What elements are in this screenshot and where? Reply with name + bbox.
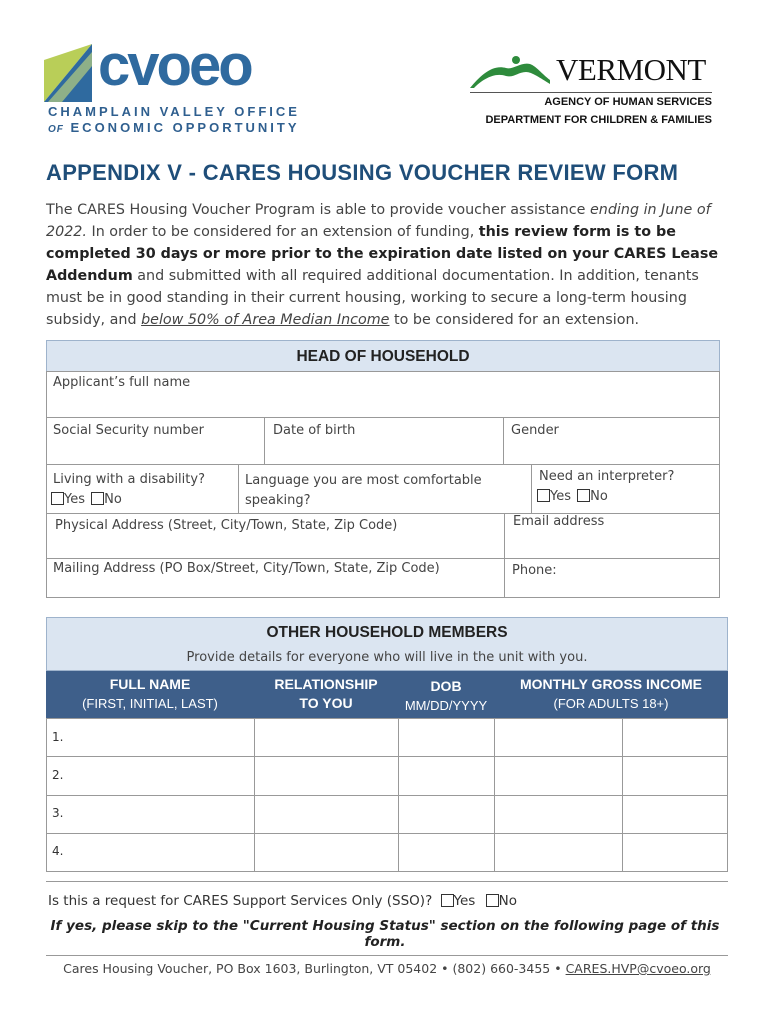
cvoeo-wordmark: cvoeo (98, 33, 251, 98)
interpreter-label: Need an interpreter? (539, 469, 675, 484)
intro-paragraph (46, 199, 736, 331)
disability-yes-label: Yes (64, 492, 85, 507)
col-relationship-label-2: TO YOU (299, 695, 353, 711)
sso-no-label: No (498, 893, 517, 909)
department-label: DEPARTMENT FOR CHILDREN & FAMILIES (485, 114, 712, 126)
cvoeo-line2: ECONOMIC OPPORTUNITY (70, 120, 300, 135)
interpreter-yes-checkbox[interactable] (537, 489, 550, 502)
table-row[interactable]: 3. (52, 806, 64, 820)
interpreter-field (531, 464, 720, 514)
head-of-household-title: HEAD OF HOUSEHOLD (296, 348, 470, 365)
interpreter-yes-label: Yes (550, 489, 571, 504)
intro-text-7: to be considered for an extension. (389, 312, 640, 328)
sso-skip-note: If yes, please skip to the "Current Housing Status" section on the following page of this form. (50, 918, 720, 950)
cvoeo-line1: CHAMPLAIN VALLEY OFFICE (48, 104, 300, 119)
phone-field[interactable] (504, 558, 720, 598)
dob-label: Date of birth (273, 423, 356, 438)
col-dob-sub: MM/DD/YYYY (404, 698, 488, 713)
disability-label: Living with a disability? (53, 472, 205, 487)
col-dob-label: DOB (430, 678, 462, 694)
intro-text-requirement: this review form is to be completed 30 days or more prior to the expiration date listed on your CARES Lease Addendum (46, 224, 719, 284)
full-name-field[interactable] (46, 371, 720, 418)
col-dob (398, 677, 494, 715)
interpreter-options (537, 489, 608, 504)
table-row[interactable]: 1. (52, 730, 64, 744)
gender-field[interactable] (503, 417, 720, 465)
vermont-mountain-icon (470, 54, 550, 90)
physical-address-label: Physical Address (Street, City/Town, State, Zip Code) (55, 518, 398, 533)
col-income (494, 675, 728, 713)
cvoeo-line2-wrap (48, 120, 300, 135)
intro-text-deadline: ending in June of 2022. (46, 202, 711, 240)
members-table-grid (46, 718, 728, 872)
cvoeo-logo (44, 33, 304, 139)
disability-options (51, 492, 122, 507)
col-relationship-label: RELATIONSHIP (274, 676, 378, 692)
col-full-name-sub: (FIRST, INITIAL, LAST) (82, 696, 218, 711)
ssn-field[interactable] (46, 417, 265, 465)
intro-text-3: In order to be considered for an extension of funding, (86, 224, 479, 240)
sso-yes-label: Yes (453, 893, 476, 909)
full-name-label: Applicant’s full name (53, 375, 191, 390)
page-title: APPENDIX V - CARES HOUSING VOUCHER REVIEW FORM (46, 160, 679, 185)
language-label: Language you are most comfortable speaking? (245, 473, 482, 508)
intro-text-5: and submitted with all required additional documentation. In addition, tenants must be in good standing in their current housing, working to secure a long-term housing subsidy, and (46, 268, 699, 328)
ssn-label: Social Security number (53, 423, 204, 438)
table-row[interactable]: 2. (52, 768, 64, 782)
phone-label: Phone: (512, 563, 557, 578)
email-field[interactable] (504, 513, 720, 559)
mailing-address-field[interactable] (46, 558, 505, 598)
disability-field (46, 464, 239, 514)
col-full-name (46, 675, 254, 713)
other-members-subtitle: Provide details for everyone who will live in the unit with you. (186, 650, 588, 665)
physical-address-field[interactable] (46, 513, 505, 559)
footer-contact: Cares Housing Voucher, PO Box 1603, Burlington, VT 05402 • (802) 660-3455 • (63, 961, 566, 976)
vermont-rule (470, 92, 712, 93)
vermont-wordmark: VERMONT (556, 52, 706, 87)
col-relationship (254, 675, 398, 713)
interpreter-no-checkbox[interactable] (577, 489, 590, 502)
mailing-address-label: Mailing Address (PO Box/Street, City/Town, State, Zip Code) (53, 561, 440, 576)
cvoeo-of: OF (48, 124, 64, 135)
head-of-household-header (46, 340, 720, 372)
col-full-name-label: FULL NAME (109, 676, 191, 692)
language-field[interactable] (238, 464, 532, 514)
sso-question: Is this a request for CARES Support Services Only (SSO)? (48, 893, 433, 909)
disability-yes-checkbox[interactable] (51, 492, 64, 505)
dob-field[interactable] (264, 417, 504, 465)
sso-divider (46, 881, 728, 882)
col-income-label: MONTHLY GROSS INCOME (519, 676, 703, 692)
other-members-header (46, 617, 728, 671)
sso-question-row (48, 893, 517, 909)
footer-email-link[interactable]: CARES.HVP@cvoeo.org (565, 961, 711, 976)
footer (46, 961, 728, 976)
agency-label: AGENCY OF HUMAN SERVICES (544, 96, 712, 108)
intro-text-1: The CARES Housing Voucher Program is able to provide voucher assistance (46, 202, 590, 218)
footer-divider (46, 955, 728, 956)
sso-yes-checkbox[interactable] (441, 894, 454, 907)
gender-label: Gender (511, 423, 559, 438)
vermont-logo (470, 52, 712, 132)
members-table-header (46, 671, 728, 718)
intro-text-ami: below 50% of Area Median Income (141, 312, 390, 328)
sso-no-checkbox[interactable] (486, 894, 499, 907)
email-label: Email address (513, 514, 605, 529)
interpreter-no-label: No (590, 489, 608, 504)
disability-no-label: No (104, 492, 122, 507)
disability-no-checkbox[interactable] (91, 492, 104, 505)
table-row[interactable]: 4. (52, 844, 64, 858)
other-members-title: OTHER HOUSEHOLD MEMBERS (266, 624, 508, 641)
members-table-body (46, 718, 728, 872)
col-income-sub: (FOR ADULTS 18+) (553, 696, 669, 711)
cvoeo-mark-icon (44, 44, 106, 102)
